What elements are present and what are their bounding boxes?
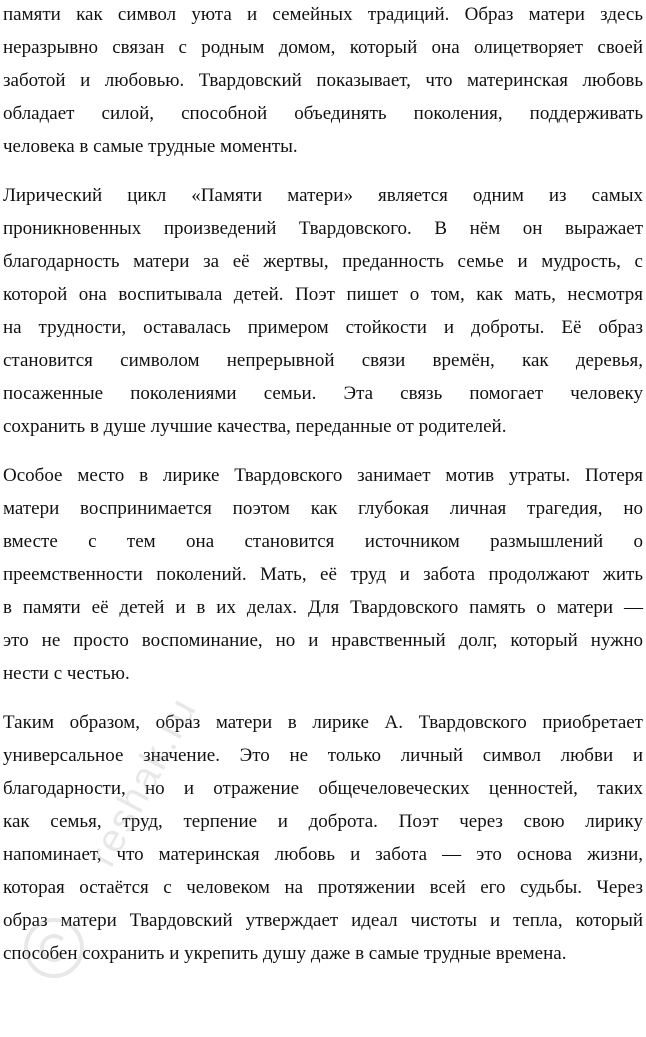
watermark-text: reshak.ru	[80, 689, 206, 874]
text-line: Таким образом, образ матери в лирике А. Твардовского приобретает	[3, 712, 643, 733]
text-line: матери воспринимается поэтом как глубокая личная трагедия, но	[3, 498, 643, 519]
text-line: это не просто воспоминание, но и нравственный долг, который нужно	[3, 630, 643, 651]
paragraph-3	[0, 459, 646, 690]
text-line: вместе с тем она становится источником размышлений о	[3, 531, 643, 552]
text-line: неразрывно связан с родным домом, который она олицетворяет своей	[3, 37, 643, 58]
paragraph-2	[0, 179, 646, 443]
text-line: человека в самые трудные моменты.	[3, 136, 298, 157]
text-line: проникновенных произведений Твардовского. В нём он выражает	[3, 218, 643, 239]
text-line: заботой и любовью. Твардовский показывает, что материнская любовь	[3, 70, 643, 91]
text-line: которая остаётся с человеком на протяжении всей его судьбы. Через	[3, 877, 643, 898]
paragraph-4	[0, 706, 646, 970]
text-line: посаженные поколениями семьи. Эта связь помогает человеку	[3, 383, 643, 404]
text-line: на трудности, оставалась примером стойкости и доброты. Её образ	[3, 317, 643, 338]
text-line: которой она воспитывала детей. Поэт пишет о том, как мать, несмотря	[3, 284, 643, 305]
text-line: становится символом непрерывной связи времён, как деревья,	[3, 350, 643, 371]
text-line: сохранить в душе лучшие качества, переданные от родителей.	[3, 416, 507, 437]
text-line: обладает силой, способной объединять поколения, поддерживать	[3, 103, 643, 124]
text-line: напоминает, что материнская любовь и забота — это основа жизни,	[3, 844, 643, 865]
text-line: универсальное значение. Это не только личный символ любви и	[3, 745, 643, 766]
text-line: благодарности, но и отражение общечеловеческих ценностей, таких	[3, 778, 643, 799]
text-line: нести с честью.	[3, 663, 130, 684]
text-line: благодарность матери за её жертвы, преданность семье и мудрость, с	[3, 251, 643, 272]
text-line: способен сохранить и укрепить душу даже в самые трудные времена.	[3, 943, 567, 964]
text-line: преемственности поколений. Мать, её труд и забота продолжают жить	[3, 564, 643, 585]
text-line: в памяти её детей и в их делах. Для Твардовского память о матери —	[3, 597, 643, 618]
text-line: Особое место в лирике Твардовского занимает мотив утраты. Потеря	[3, 465, 643, 486]
text-line: памяти как символ уюта и семейных традиций. Образ матери здесь	[3, 4, 643, 25]
paragraph-1	[0, 0, 646, 163]
text-line: как семья, труд, терпение и доброта. Поэт через свою лирику	[3, 811, 643, 832]
text-line: образ матери Твардовский утверждает идеал чистоты и тепла, который	[3, 910, 643, 931]
text-line: Лирический цикл «Памяти матери» является одним из самых	[3, 185, 643, 206]
